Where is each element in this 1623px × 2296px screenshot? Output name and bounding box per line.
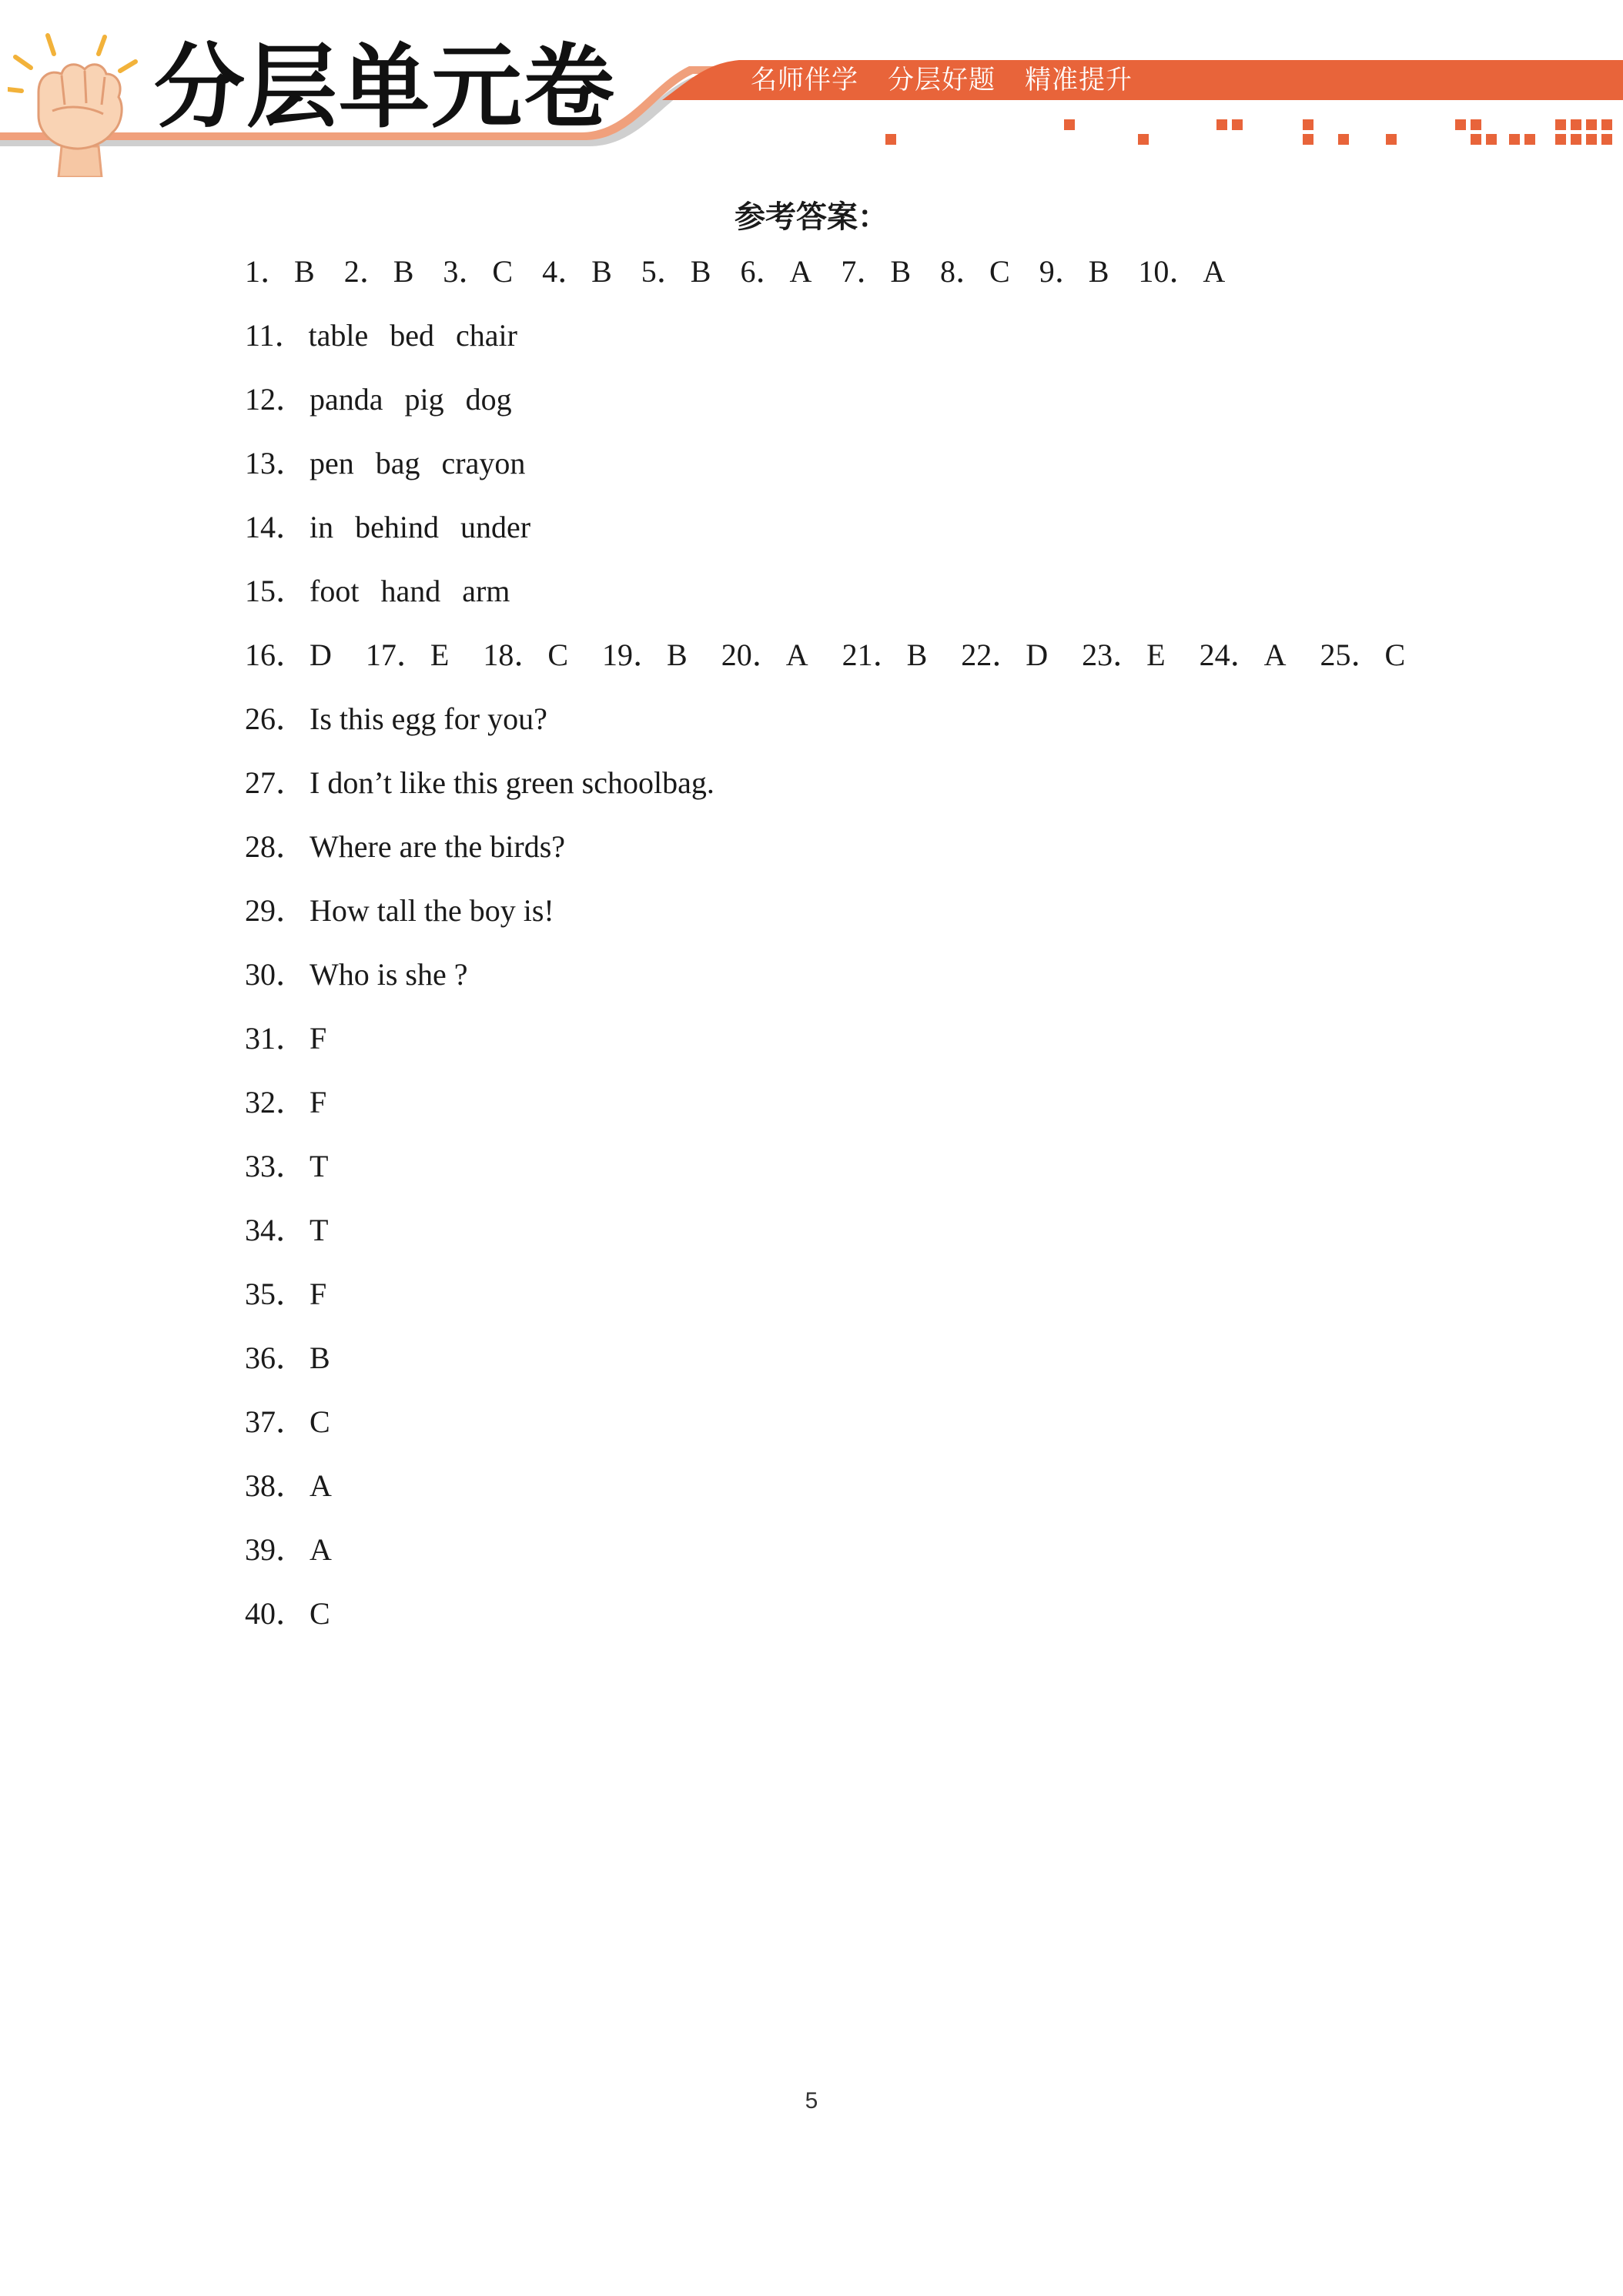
answer-text: Is this egg for you? — [310, 701, 547, 736]
question-number: 18． — [483, 638, 545, 672]
question-number: 1． — [245, 254, 291, 289]
question-number: 7． — [841, 254, 888, 289]
answer-word: crayon — [441, 446, 526, 480]
answer-text: B — [310, 1340, 330, 1375]
answer-text: F — [310, 1085, 327, 1120]
answer-row — [245, 820, 1554, 884]
question-number: 24． — [1199, 638, 1261, 672]
answer-word: panda — [310, 382, 383, 417]
answer-row — [245, 564, 1554, 628]
question-number: 4． — [542, 254, 589, 289]
answer-text: C — [310, 1596, 330, 1631]
question-number: 39． — [245, 1532, 306, 1567]
answer-word: bag — [375, 446, 420, 480]
answer-word: dog — [465, 382, 512, 417]
answer-text: C — [310, 1404, 330, 1439]
question-number: 19． — [602, 638, 664, 672]
answer-text: How tall the boy is! — [310, 893, 554, 928]
answer-word: chair — [456, 318, 517, 353]
answer-row — [245, 1203, 1554, 1267]
answer-row — [245, 1459, 1554, 1523]
answer-row — [245, 373, 1554, 437]
answer-row — [245, 1267, 1554, 1331]
question-number: 23． — [1082, 638, 1144, 672]
answer-row — [245, 1523, 1554, 1587]
question-number: 38． — [245, 1468, 306, 1503]
answer-word: hand — [380, 574, 441, 608]
question-number: 13． — [245, 446, 306, 480]
question-number: 40． — [245, 1596, 306, 1631]
answer-text: Where are the birds? — [310, 829, 566, 864]
question-number: 20． — [721, 638, 783, 672]
answer-row — [245, 1140, 1554, 1203]
answer-row — [245, 500, 1554, 564]
question-number: 11． — [245, 318, 306, 353]
answer-text: T — [310, 1213, 329, 1247]
question-number: 30． — [245, 957, 306, 992]
answer-word: table — [308, 318, 369, 353]
page-number: 5 — [805, 2088, 818, 2114]
question-number: 36． — [245, 1340, 306, 1375]
answer-row — [245, 1331, 1554, 1395]
question-number: 10． — [1138, 254, 1200, 289]
question-number: 9． — [1039, 254, 1086, 289]
answer-row — [245, 1587, 1554, 1651]
answer-value: B — [591, 254, 612, 289]
slogan-item: 名师伴学 — [751, 65, 858, 95]
answer-value: A — [1263, 638, 1287, 672]
question-number: 31． — [245, 1021, 306, 1056]
answer-value: D — [310, 638, 332, 672]
answer-row — [245, 245, 1554, 309]
answer-text: F — [310, 1021, 327, 1056]
question-number: 12． — [245, 382, 306, 417]
answer-value: C — [1384, 638, 1406, 672]
question-number: 25． — [1320, 638, 1382, 672]
answer-list — [245, 245, 1554, 1715]
question-number: 28． — [245, 829, 306, 864]
question-number: 6． — [740, 254, 787, 289]
answer-text: I don’t like this green schoolbag. — [310, 765, 714, 800]
answer-word: bed — [390, 318, 435, 353]
question-number: 17． — [365, 638, 427, 672]
answer-word: foot — [310, 574, 360, 608]
answer-row — [245, 437, 1554, 500]
answer-value: C — [492, 254, 514, 289]
question-number: 14． — [245, 510, 306, 544]
question-number: 37． — [245, 1404, 306, 1439]
question-number: 32． — [245, 1085, 306, 1120]
answer-value: D — [1026, 638, 1049, 672]
question-number: 8． — [940, 254, 987, 289]
answer-value: C — [547, 638, 569, 672]
answer-row — [245, 692, 1554, 756]
answer-word: pen — [310, 446, 354, 480]
answer-text: T — [310, 1149, 329, 1183]
answer-text: F — [310, 1277, 327, 1311]
answer-value: C — [989, 254, 1010, 289]
answer-row — [245, 1012, 1554, 1076]
answer-row — [245, 309, 1554, 373]
answer-row — [245, 1395, 1554, 1459]
answer-value: A — [789, 254, 812, 289]
page-header — [0, 0, 1623, 177]
question-number: 35． — [245, 1277, 306, 1311]
header-slogan — [751, 59, 1133, 102]
answer-text: A — [310, 1532, 332, 1567]
question-number: 34． — [245, 1213, 306, 1247]
answer-value: B — [393, 254, 414, 289]
question-number: 26． — [245, 701, 306, 736]
question-number: 22． — [961, 638, 1023, 672]
answer-value: A — [1203, 254, 1226, 289]
answer-value: B — [906, 638, 928, 672]
answer-row — [245, 884, 1554, 948]
answer-word: in — [310, 510, 334, 544]
decorative-squares — [885, 119, 1612, 145]
question-number: 21． — [842, 638, 904, 672]
question-number: 5． — [641, 254, 688, 289]
slogan-item: 精准提升 — [1025, 65, 1133, 95]
question-number: 2． — [343, 254, 390, 289]
answer-row — [245, 1651, 1554, 1715]
question-number: 3． — [443, 254, 490, 289]
answer-value: E — [1146, 638, 1166, 672]
question-number: 15． — [245, 574, 306, 608]
answer-text: A — [310, 1468, 332, 1503]
fist-icon — [8, 31, 146, 177]
answer-row — [245, 948, 1554, 1012]
answer-value: B — [667, 638, 688, 672]
answer-word: pig — [404, 382, 444, 417]
question-number: 27． — [245, 765, 306, 800]
answer-row — [245, 628, 1554, 692]
answer-text: Who is she ? — [310, 957, 468, 992]
answer-value: B — [1088, 254, 1109, 289]
slogan-item: 分层好题 — [888, 65, 996, 95]
brand-title: 分层单元卷 — [154, 34, 617, 140]
answer-value: B — [690, 254, 711, 289]
answer-row — [245, 756, 1554, 820]
answer-value: E — [430, 638, 450, 672]
question-number: 33． — [245, 1149, 306, 1183]
answer-value: B — [294, 254, 315, 289]
answer-value: A — [785, 638, 808, 672]
question-number: 16． — [245, 638, 306, 672]
answer-row — [245, 1076, 1554, 1140]
answer-value: B — [890, 254, 912, 289]
answer-word: arm — [462, 574, 510, 608]
answer-word: behind — [355, 510, 439, 544]
answer-word: under — [460, 510, 531, 544]
page-title: 参考答案： — [735, 199, 888, 235]
question-number: 29． — [245, 893, 306, 928]
